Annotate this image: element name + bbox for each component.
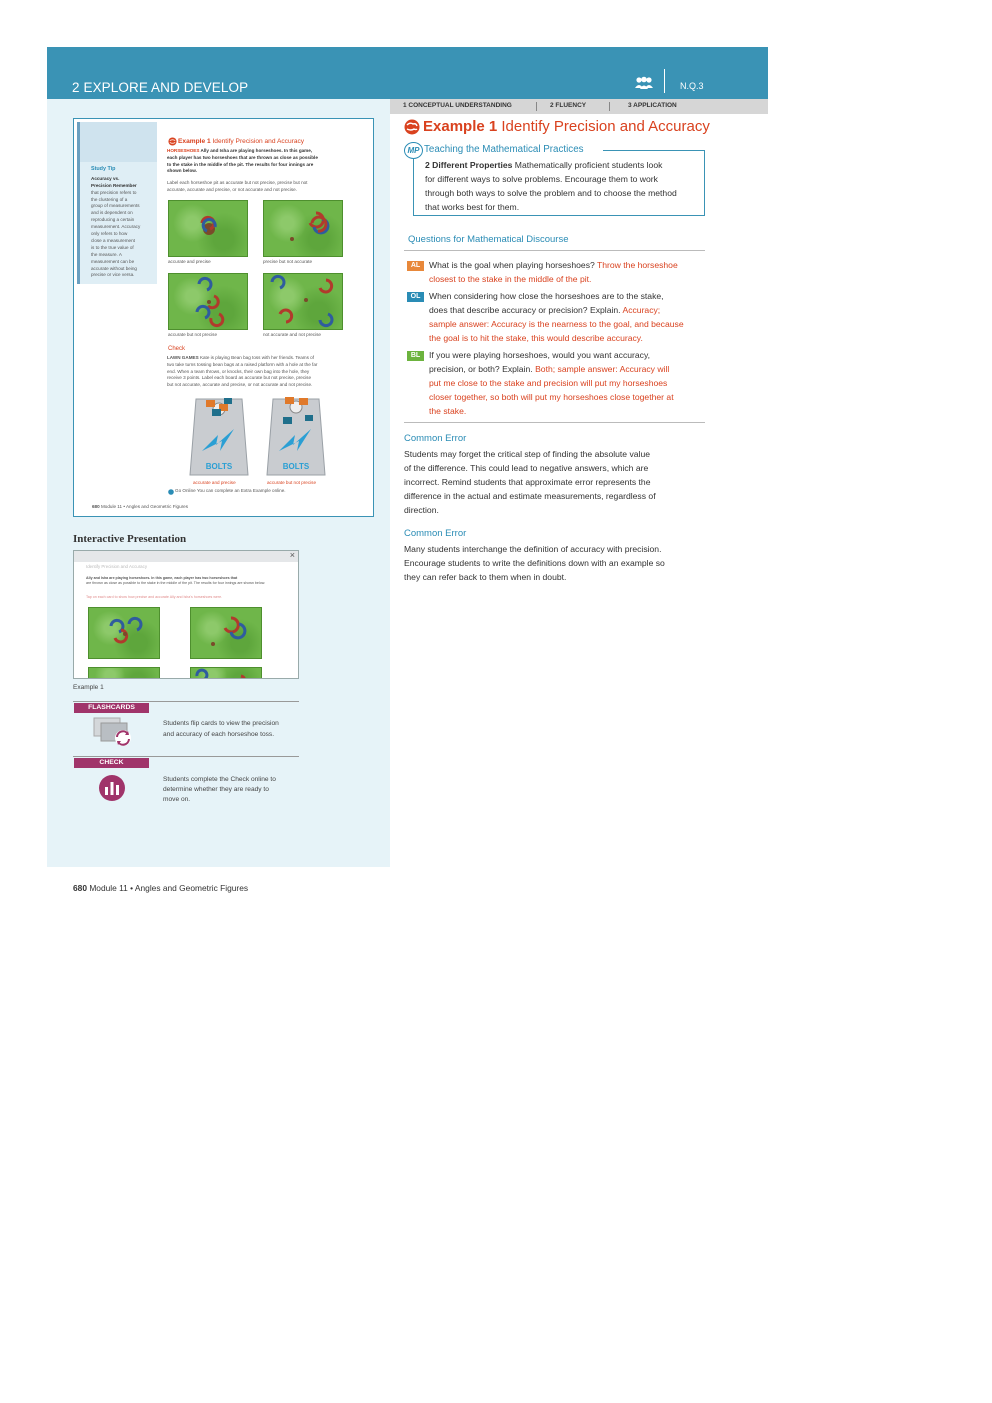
thumb-check-line: two take turns tossing bean bags at a raised platform with a hole at the far bbox=[167, 361, 318, 367]
flashcards-icon bbox=[93, 717, 133, 747]
mp-line: through both ways to solve the problem and to choose the method bbox=[425, 188, 677, 198]
cornhole-board-image bbox=[265, 395, 327, 477]
mp-bold-lead: 2 Different Properties bbox=[425, 160, 513, 170]
cornhole-board-icon bbox=[265, 395, 327, 477]
thumb-check-line: but not accurate, accurate and precise, or not accurate and not precise. bbox=[167, 382, 313, 388]
answer-text: the stake. bbox=[429, 406, 467, 416]
thumb-check-line: end. When a team throws, or knocks, their own bag into the hole, they bbox=[167, 368, 310, 374]
common-error-line: Many students interchange the definition of accuracy with precision. bbox=[404, 544, 662, 554]
thumb-intro-line: Ally and Isha are playing horseshoes. In this game, bbox=[200, 148, 313, 153]
horseshoe-pit-image bbox=[263, 273, 343, 330]
horseshoe-pit-image bbox=[168, 200, 248, 257]
cornhole-board-icon bbox=[188, 395, 250, 477]
question-al bbox=[429, 258, 705, 286]
window-title: Identify Precision and Accuracy bbox=[86, 564, 148, 569]
common-error-line: of the difference. This could lead to negative answers, which are bbox=[404, 463, 649, 473]
window-close-button[interactable]: × bbox=[289, 550, 295, 560]
thumb-example-label: Example 1 bbox=[178, 138, 211, 145]
study-tip-line: and is dependent on bbox=[91, 210, 133, 216]
example-label: Example 1 bbox=[423, 118, 498, 135]
question-text: If you were playing horseshoes, would you want accuracy, bbox=[429, 350, 651, 360]
common-error-line: direction. bbox=[404, 505, 439, 515]
horseshoe-pit-image bbox=[168, 273, 248, 330]
group-people-icon bbox=[634, 76, 654, 90]
pit-label: accurate but not precise bbox=[168, 332, 218, 337]
common-error-line: Students may forget the critical step of finding the absolute value bbox=[404, 449, 651, 459]
flashcards-description bbox=[163, 718, 279, 740]
globe-icon bbox=[168, 137, 177, 146]
answer-text: Both; sample answer: Accuracy will bbox=[535, 364, 670, 374]
flashcard-pit-image[interactable] bbox=[88, 667, 160, 679]
questions-rule bbox=[404, 250, 705, 251]
question-bl bbox=[429, 348, 705, 418]
study-tip-line: measurement. Accuracy bbox=[91, 224, 141, 230]
thumb-footer-text: Module 11 • Angles and Geometric Figures bbox=[100, 504, 189, 509]
common-error-body bbox=[404, 542, 704, 584]
answer-text: the goal is to hit the stake, this would describe accuracy. bbox=[429, 333, 643, 343]
section-title: 2 EXPLORE AND DEVELOP bbox=[72, 80, 249, 95]
window-intro-line: Ally and Isha are playing horseshoes. In this game, each player has two horseshoes that bbox=[86, 576, 238, 580]
mp-title: Teaching the Mathematical Practices bbox=[424, 144, 584, 155]
thumb-intro bbox=[167, 148, 353, 175]
page-number: 680 bbox=[73, 883, 87, 893]
mp-line: that works best for them. bbox=[425, 202, 520, 212]
thumb-check-body bbox=[167, 355, 355, 389]
study-tip-line: that precision refers to bbox=[91, 189, 137, 195]
page-footer bbox=[73, 883, 248, 893]
horseshoe-cluster-icon bbox=[169, 274, 249, 331]
board-brand-text: BOLTS bbox=[282, 462, 310, 471]
common-error-heading: Common Error bbox=[404, 528, 467, 539]
globe-icon bbox=[404, 119, 420, 135]
study-tip-line: close a measurement bbox=[91, 237, 135, 243]
header-divider bbox=[664, 69, 665, 93]
mp-body bbox=[425, 158, 703, 214]
tab-divider bbox=[609, 102, 610, 111]
mp-badge-icon: MP bbox=[404, 142, 423, 159]
tab-application: 3 APPLICATION bbox=[628, 102, 677, 109]
thumb-footer bbox=[92, 504, 188, 509]
check-line: move on. bbox=[163, 796, 191, 803]
flashcards-rule bbox=[73, 701, 299, 702]
horseshoe-cluster-icon bbox=[191, 608, 263, 660]
thumbnail-sidebar-top bbox=[79, 122, 157, 162]
answer-text: sample answer: Accuracy is the nearness to the goal, and because bbox=[429, 319, 684, 329]
common-error-body bbox=[404, 447, 704, 517]
study-tip-heading: Study Tip bbox=[91, 166, 116, 172]
check-label: CHECK bbox=[74, 758, 149, 768]
check-rule bbox=[73, 756, 299, 757]
study-tip-line: the measure. A bbox=[91, 251, 122, 257]
answer-text: Accuracy; bbox=[622, 305, 661, 315]
horseshoe-cluster-icon bbox=[264, 274, 344, 331]
window-titlebar bbox=[74, 551, 298, 562]
check-line: determine whether they are ready to bbox=[163, 786, 269, 793]
window-instruction: Tap on each card to show how precise and accurate Ally and Isha's horseshoes were. bbox=[86, 595, 223, 599]
cornhole-board-image bbox=[188, 395, 250, 477]
level-badge-bl: BL bbox=[407, 351, 424, 361]
thumb-example-heading bbox=[178, 138, 304, 145]
flashcard-pit-image[interactable] bbox=[190, 607, 262, 659]
flashcards-line: and accuracy of each horseshoe toss. bbox=[163, 731, 275, 738]
answer-text: put me close to the stake and precision will put my horseshoes bbox=[429, 378, 668, 388]
study-tip-line: only refers to how bbox=[91, 231, 128, 237]
standard-code: N.Q.3 bbox=[680, 81, 704, 91]
study-tip-line: accurate without being bbox=[91, 265, 137, 271]
study-tip-line: precise or vice versa. bbox=[91, 272, 135, 278]
mp-line: Mathematically proficient students look bbox=[514, 160, 663, 170]
thumb-check-line: receive 3 points. Label each board as accurate but not precise, precise bbox=[167, 375, 312, 381]
study-tip-body bbox=[91, 176, 155, 279]
study-tip-line: reproducing a certain bbox=[91, 217, 135, 223]
answer-text: closest to the stake in the middle of the pit. bbox=[429, 274, 592, 284]
check-line: Students complete the Check online to bbox=[163, 776, 276, 783]
thumb-footer-page: 680 bbox=[92, 504, 100, 509]
thumb-check-line: Kate is playing Bean bag toss with her friends. Teams of bbox=[199, 355, 314, 360]
horseshoe-cluster-icon bbox=[169, 201, 249, 258]
flashcard-pit-image[interactable] bbox=[88, 607, 160, 659]
pit-label: precise but not accurate bbox=[263, 259, 313, 264]
board-label: accurate but not precise bbox=[267, 480, 317, 485]
common-error-line: Encourage students to write the definitions down with an example so bbox=[404, 558, 665, 568]
flashcard-pit-image[interactable] bbox=[190, 667, 262, 679]
common-error-line: incorrect. Remind students that approximate error represents the bbox=[404, 477, 651, 487]
question-text: What is the goal when playing horseshoes? bbox=[429, 260, 598, 270]
thumb-intro-line: shown below. bbox=[167, 168, 197, 174]
thumb-check-heading: Check bbox=[168, 346, 186, 352]
example-heading bbox=[423, 118, 710, 135]
common-error-line: difference in the actual and estimate measurements, regardless of bbox=[404, 491, 656, 501]
horseshoe-cluster-icon bbox=[191, 668, 263, 679]
horseshoe-cluster-icon bbox=[89, 608, 161, 660]
question-text: When considering how close the horseshoes are to the stake, bbox=[429, 291, 664, 301]
thumb-directions-line: Label each horseshoe pit as accurate but not precise, precise but not bbox=[167, 180, 308, 185]
thumb-label-directions bbox=[167, 180, 353, 194]
interactive-window[interactable] bbox=[73, 550, 299, 679]
common-error-heading: Common Error bbox=[404, 433, 467, 444]
thumb-go-online: Go Online You can complete an Extra Example online. bbox=[175, 488, 286, 493]
study-tip-line: is to the true value of bbox=[91, 244, 134, 250]
flashcards-label: FLASHCARDS bbox=[74, 703, 149, 713]
horseshoe-cluster-icon bbox=[264, 201, 344, 258]
answer-text: Throw the horseshoe bbox=[597, 260, 678, 270]
board-brand-text: BOLTS bbox=[205, 462, 233, 471]
thumb-directions-line: accurate, accurate and precise, or not accurate and not precise. bbox=[167, 186, 297, 192]
study-tip-line: Precision Remember bbox=[91, 182, 137, 188]
pit-label: accurate and precise bbox=[168, 259, 211, 264]
board-label: accurate and precise bbox=[193, 480, 236, 485]
tab-divider bbox=[536, 102, 537, 111]
example-title: Identify Precision and Accuracy bbox=[501, 118, 710, 135]
thumbnail-sidebar-rule bbox=[77, 122, 80, 284]
window-intro-line: are thrown as close as possible to the stake in the middle of the pit. The results for four innings are shown below. bbox=[86, 581, 266, 585]
check-description bbox=[163, 775, 276, 805]
thumb-check-keyword: LAWN GAMES bbox=[167, 355, 199, 360]
mp-box-top-rule bbox=[603, 150, 705, 151]
common-error-line: they can refer back to them when in doubt. bbox=[404, 572, 567, 582]
study-tip-line: group of measurements bbox=[91, 203, 140, 209]
question-text: does that describe accuracy or precision? Explain. bbox=[429, 305, 623, 315]
level-badge-ol: OL bbox=[407, 292, 424, 302]
thumb-intro-line: each player has two horseshoes that are thrown as close as possible bbox=[167, 154, 318, 160]
flashcards-line: Students flip cards to view the precision bbox=[163, 720, 279, 727]
thumb-intro-line: to the stake in the middle of the pit. The results for four innings are bbox=[167, 161, 314, 167]
bar-chart-check-icon bbox=[98, 774, 126, 802]
interactive-heading: Interactive Presentation bbox=[73, 533, 187, 545]
pit-label: not accurate and not precise bbox=[263, 332, 321, 337]
go-online-icon bbox=[168, 489, 174, 495]
study-tip-line: the clustering of a bbox=[91, 196, 128, 202]
level-badge-al: AL bbox=[407, 261, 424, 271]
mp-line: for different ways to solve problems. Encourage them to work bbox=[425, 174, 658, 184]
tab-conceptual-understanding: 1 CONCEPTUAL UNDERSTANDING bbox=[403, 102, 512, 109]
study-tip-line: Accuracy vs. bbox=[91, 176, 120, 181]
window-intro bbox=[86, 576, 296, 586]
tab-fluency: 2 FLUENCY bbox=[550, 102, 587, 109]
thumb-example-title: Identify Precision and Accuracy bbox=[212, 138, 305, 145]
study-tip-line: measurement can be bbox=[91, 258, 135, 264]
question-text: precision, or both? Explain. bbox=[429, 364, 536, 374]
horseshoe-pit-image bbox=[263, 200, 343, 257]
questions-heading: Questions for Mathematical Discourse bbox=[408, 234, 569, 245]
footer-text: Module 11 • Angles and Geometric Figures bbox=[89, 883, 249, 893]
thumb-intro-keyword: HORSESHOES bbox=[167, 148, 200, 153]
question-ol bbox=[429, 289, 705, 345]
answer-text: closer together, so both will put my horseshoes close together at bbox=[429, 392, 674, 402]
interactive-caption: Example 1 bbox=[73, 684, 104, 691]
questions-bottom-rule bbox=[404, 422, 705, 423]
